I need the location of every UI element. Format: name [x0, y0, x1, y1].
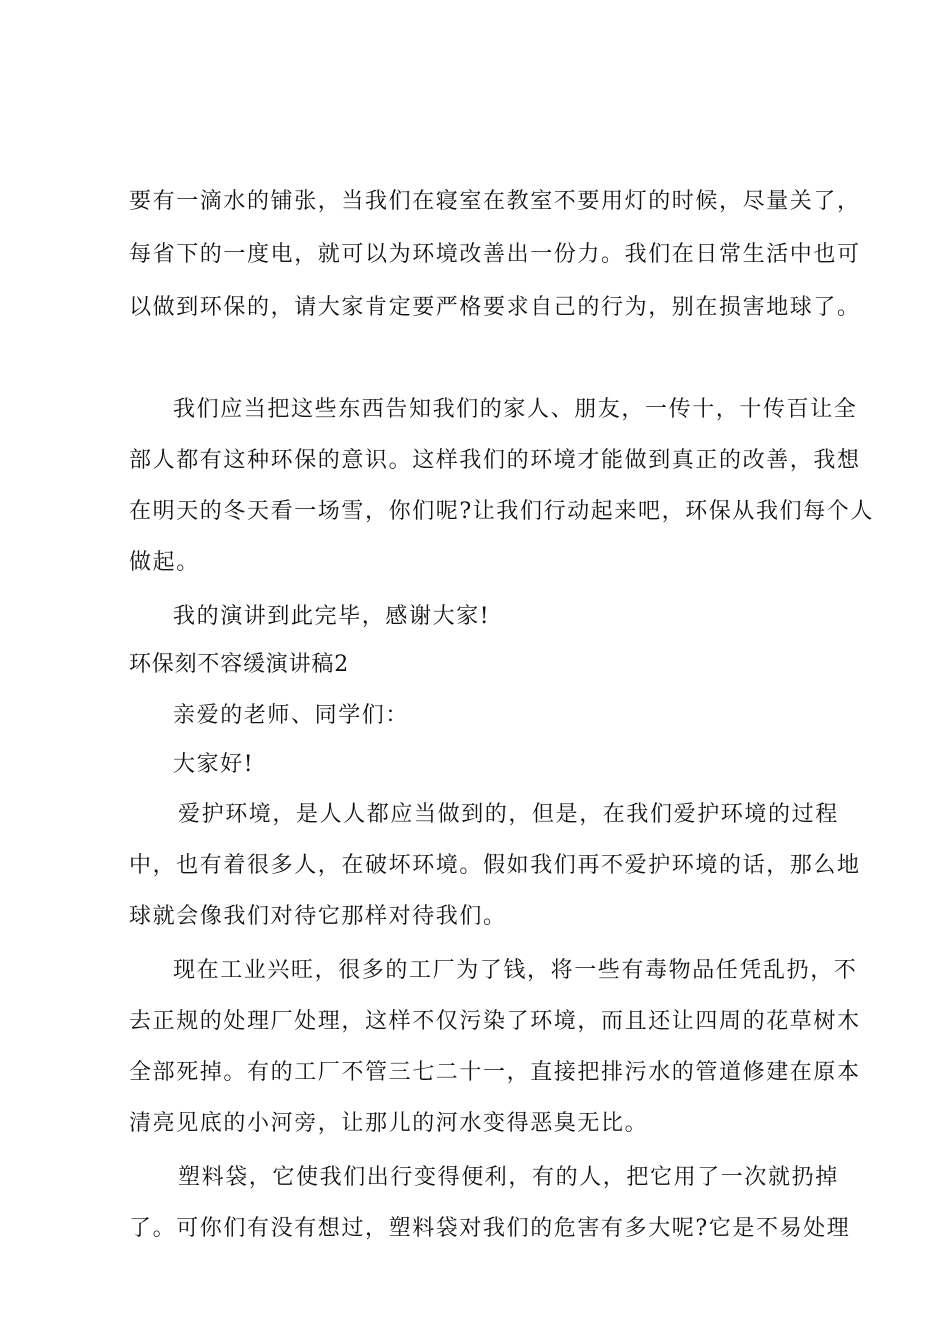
paragraph-line: 中，也有着很多人，在破坏环境。假如我们再不爱护环境的话，那么地: [129, 853, 861, 878]
paragraph-line: 每省下的一度电，就可以为环境改善出一份力。我们在日常生活中也可: [129, 242, 861, 267]
paragraph-line: 了。可你们有没有想过，塑料袋对我们的危害有多大呢?它是不易处理: [129, 1216, 851, 1241]
paragraph-line: 在明天的冬天看一场雪，你们呢?让我们行动起来吧，环保从我们每个人: [129, 499, 874, 524]
paragraph-line: 爱护环境，是人人都应当做到的，但是，在我们爱护环境的过程: [178, 802, 839, 827]
salutation: 亲爱的老师、同学们：: [173, 703, 410, 728]
paragraph-line: 塑料袋，它使我们出行变得便利，有的人，把它用了一次就扔掉: [178, 1165, 839, 1190]
paragraph-line: 全部死掉。有的工厂不管三七二十一，直接把排污水的管道修建在原本: [129, 1060, 861, 1085]
paragraph-line: 以做到环保的，请大家肯定要严格要求自己的行为，别在损害地球了。: [129, 295, 861, 320]
section-heading: 环保刻不容缓演讲稿2: [129, 652, 349, 677]
paragraph-line: 清亮见底的小河旁，让那儿的河水变得恶臭无比。: [129, 1111, 649, 1136]
paragraph-line: 部人都有这种环保的意识。这样我们的环境才能做到真正的改善，我想: [129, 448, 861, 473]
paragraph-line: 球就会像我们对待它那样对待我们。: [129, 904, 507, 929]
greeting: 大家好!: [173, 752, 255, 777]
closing-line: 我的演讲到此完毕，感谢大家!: [173, 604, 491, 629]
paragraph-line: 我们应当把这些东西告知我们的家人、朋友，一传十，十传百让全: [173, 397, 858, 422]
paragraph-line: 要有一滴水的铺张，当我们在寝室在教室不要用灯的时候，尽量关了，: [129, 189, 861, 214]
paragraph-line: 现在工业兴旺，很多的工厂为了钱，将一些有毒物品任凭乱扔，不: [173, 958, 858, 983]
paragraph-line: 去正规的处理厂处理，这样不仅污染了环境，而且还让四周的花草树木: [129, 1009, 861, 1034]
paragraph-line: 做起。: [129, 550, 200, 575]
